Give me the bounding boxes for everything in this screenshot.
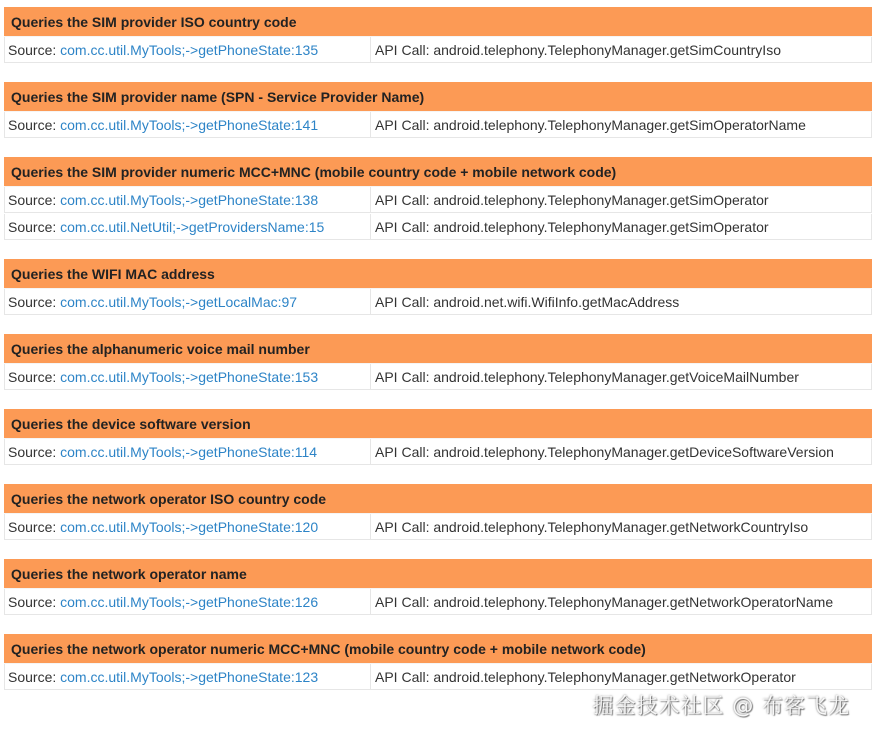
- source-label: Source:: [8, 519, 57, 535]
- api-label: API Call:: [375, 519, 430, 535]
- source-label: Source:: [8, 369, 57, 385]
- source-link[interactable]: com.cc.util.MyTools;->getPhoneState:120: [60, 519, 319, 535]
- section-title: Queries the network operator ISO country code: [4, 484, 872, 514]
- section-title: Queries the SIM provider name (SPN - Service Provider Name): [4, 82, 872, 112]
- api-value: android.telephony.TelephonyManager.getNetworkCountryIso: [433, 519, 809, 535]
- source-label: Source:: [8, 444, 57, 460]
- source-cell: [5, 214, 371, 239]
- api-label: API Call:: [375, 42, 430, 58]
- section-title: Queries the network operator name: [4, 559, 872, 589]
- api-cell: [371, 37, 871, 62]
- source-label: Source:: [8, 42, 57, 58]
- table-row: [4, 187, 872, 213]
- api-cell: [371, 289, 871, 314]
- source-cell: [5, 112, 371, 137]
- section: [4, 82, 872, 138]
- api-cell: [371, 589, 871, 614]
- api-value: android.telephony.TelephonyManager.getSimOperatorName: [433, 117, 806, 133]
- source-cell: [5, 37, 371, 62]
- source-link[interactable]: com.cc.util.MyTools;->getPhoneState:153: [60, 369, 319, 385]
- table-row: [4, 514, 872, 540]
- section-title: Queries the SIM provider ISO country code: [4, 7, 872, 37]
- source-link[interactable]: com.cc.util.MyTools;->getPhoneState:138: [60, 192, 319, 208]
- source-label: Source:: [8, 219, 57, 235]
- section-title: Queries the network operator numeric MCC+MNC (mobile country code + mobile network code): [4, 634, 872, 664]
- api-cell: [371, 187, 871, 212]
- section-title: Queries the SIM provider numeric MCC+MNC (mobile country code + mobile network code): [4, 157, 872, 187]
- section: [4, 259, 872, 315]
- source-link[interactable]: com.cc.util.MyTools;->getPhoneState:114: [60, 444, 318, 460]
- source-label: Source:: [8, 192, 57, 208]
- source-label: Source:: [8, 117, 57, 133]
- table-row: [4, 289, 872, 315]
- section: [4, 559, 872, 615]
- table-row: [4, 589, 872, 615]
- api-cell: [371, 364, 871, 389]
- api-label: API Call:: [375, 369, 430, 385]
- api-cell: [371, 214, 871, 239]
- section: [4, 7, 872, 63]
- source-cell: [5, 664, 371, 689]
- api-value: android.telephony.TelephonyManager.getSimOperator: [433, 219, 769, 235]
- api-label: API Call:: [375, 444, 430, 460]
- section-title: Queries the alphanumeric voice mail number: [4, 334, 872, 364]
- source-link[interactable]: com.cc.util.MyTools;->getPhoneState:126: [60, 594, 319, 610]
- source-link[interactable]: com.cc.util.MyTools;->getPhoneState:141: [60, 117, 319, 133]
- api-value: android.telephony.TelephonyManager.getNetworkOperatorName: [433, 594, 834, 610]
- section-title: Queries the device software version: [4, 409, 872, 439]
- source-label: Source:: [8, 294, 57, 310]
- section: [4, 157, 872, 240]
- api-value: android.telephony.TelephonyManager.getSimCountryIso: [433, 42, 781, 58]
- api-cell: [371, 439, 871, 464]
- api-value: android.net.wifi.WifiInfo.getMacAddress: [433, 294, 680, 310]
- table-row: [4, 664, 872, 690]
- section: [4, 484, 872, 540]
- api-value: android.telephony.TelephonyManager.getSimOperator: [433, 192, 769, 208]
- api-label: API Call:: [375, 669, 430, 685]
- section-title: Queries the WIFI MAC address: [4, 259, 872, 289]
- api-value: android.telephony.TelephonyManager.getDeviceSoftwareVersion: [433, 444, 834, 460]
- api-label: API Call:: [375, 117, 430, 133]
- source-link[interactable]: com.cc.util.MyTools;->getPhoneState:135: [60, 42, 319, 58]
- api-value: android.telephony.TelephonyManager.getNetworkOperator: [433, 669, 796, 685]
- api-cell: [371, 664, 871, 689]
- source-link[interactable]: com.cc.util.NetUtil;->getProvidersName:15: [60, 219, 325, 235]
- table-row: [4, 439, 872, 465]
- section: [4, 409, 872, 465]
- source-cell: [5, 187, 371, 212]
- api-label: API Call:: [375, 192, 430, 208]
- api-cell: [371, 112, 871, 137]
- table-row: [4, 112, 872, 138]
- source-cell: [5, 289, 371, 314]
- table-row: [4, 214, 872, 240]
- source-label: Source:: [8, 594, 57, 610]
- api-cell: [371, 514, 871, 539]
- section: [4, 634, 872, 690]
- watermark: 掘金技术社区 @ 布客飞龙: [592, 694, 850, 718]
- source-link[interactable]: com.cc.util.MyTools;->getLocalMac:97: [60, 294, 298, 310]
- source-cell: [5, 439, 371, 464]
- source-cell: [5, 514, 371, 539]
- source-cell: [5, 589, 371, 614]
- source-link[interactable]: com.cc.util.MyTools;->getPhoneState:123: [60, 669, 319, 685]
- api-label: API Call:: [375, 219, 430, 235]
- source-cell: [5, 364, 371, 389]
- section: [4, 334, 872, 390]
- table-row: [4, 364, 872, 390]
- api-label: API Call:: [375, 294, 430, 310]
- api-value: android.telephony.TelephonyManager.getVoiceMailNumber: [433, 369, 799, 385]
- source-label: Source:: [8, 669, 57, 685]
- api-label: API Call:: [375, 594, 430, 610]
- table-row: [4, 37, 872, 63]
- report-list: [4, 7, 872, 709]
